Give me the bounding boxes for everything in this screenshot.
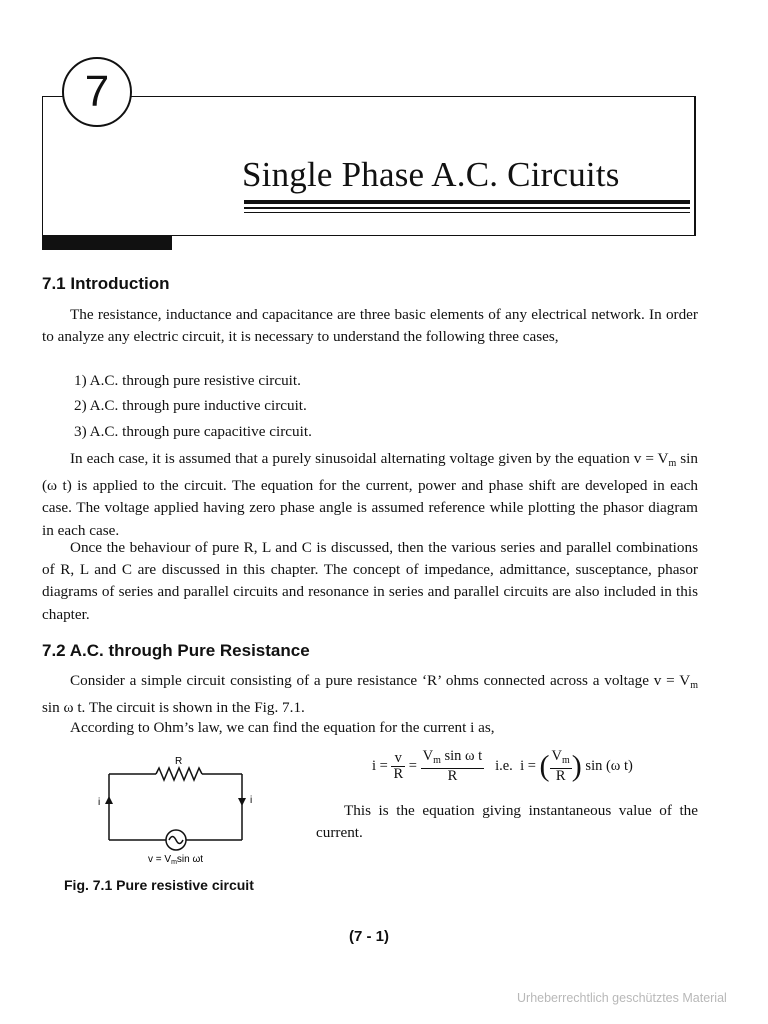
title-underline-mid <box>244 207 690 209</box>
figure-caption: Fig. 7.1 Pure resistive circuit <box>64 877 254 893</box>
resistive-circuit-diagram <box>90 752 290 870</box>
list-item: 3) A.C. through pure capacitive circuit. <box>74 423 312 440</box>
source-label: $v = V_m\sin$ ωt <box>148 854 204 866</box>
chapter-title: Single Phase A.C. Circuits <box>242 155 620 194</box>
sine-wave-glyph <box>169 837 183 844</box>
page-number: (7 - 1) <box>349 928 390 945</box>
list-item: 1) A.C. through pure resistive circuit. <box>74 372 301 389</box>
combinations-paragraph: Once the behaviour of pure R, L and C is discussed, then the various series and parallel combinations of R, L and C are discussed in this chapter. The concept of impedance, admittance, susceptance, phasor diagrams of series and parallel circuits and resonance in series and parallel circuits are also included in this chapter. <box>42 539 698 623</box>
chapter-tab-bar <box>42 236 172 250</box>
current-label-right: i <box>250 795 253 806</box>
circuit-paragraph: Consider a simple circuit consisting of a pure resistance ‘R’ ohms connected across a voltage $v = V_m$ sin ω t. The circuit is shown in the Fig. 7.1. <box>42 672 698 717</box>
current-arrow-right <box>238 798 246 806</box>
chapter-number-badge: 7 <box>62 57 132 127</box>
intro-paragraph: The resistance, inductance and capacitance are three basic elements of any electrical network. In order to analyze any electric circuit, it is necessary to understand the following three cases, <box>42 306 698 346</box>
title-underline-thin <box>244 212 690 213</box>
resistor-label: R <box>175 756 183 767</box>
list-item: 2) A.C. through pure inductive circuit. <box>74 397 307 414</box>
current-equation: i = $\frac{v}{R}$ = $\frac{V_m \sin \omega t}{R}$ i.e. i = ( $\frac{V_m}{R}$ ) sin (ω t) <box>372 748 633 784</box>
assumption-paragraph: In each case, it is assumed that a purely sinusoidal alternating voltage given by the equation $v = V_m$ sin (ω t) is applied to the circuit. The equation for the current, power and phase shift are developed in each case. The voltage applied having zero phase angle is assumed reference while plotting the phasor diagram in each case. <box>42 450 698 539</box>
current-arrow-left <box>105 796 113 804</box>
section-heading-pure-resistance: 7.2 A.C. through Pure Resistance <box>42 641 310 660</box>
resistor-zigzag <box>156 768 202 780</box>
instantaneous-value-paragraph: This is the equation giving instantaneous value of the current. <box>316 802 698 842</box>
current-label-left: i <box>98 797 101 808</box>
section-heading-introduction: 7.1 Introduction <box>42 274 170 293</box>
copyright-watermark: Urheberrechtlich geschütztes Material <box>517 991 727 1005</box>
ohms-law-paragraph: According to Ohm’s law, we can find the equation for the current i as, <box>70 719 495 736</box>
title-underline-thick <box>244 200 690 204</box>
